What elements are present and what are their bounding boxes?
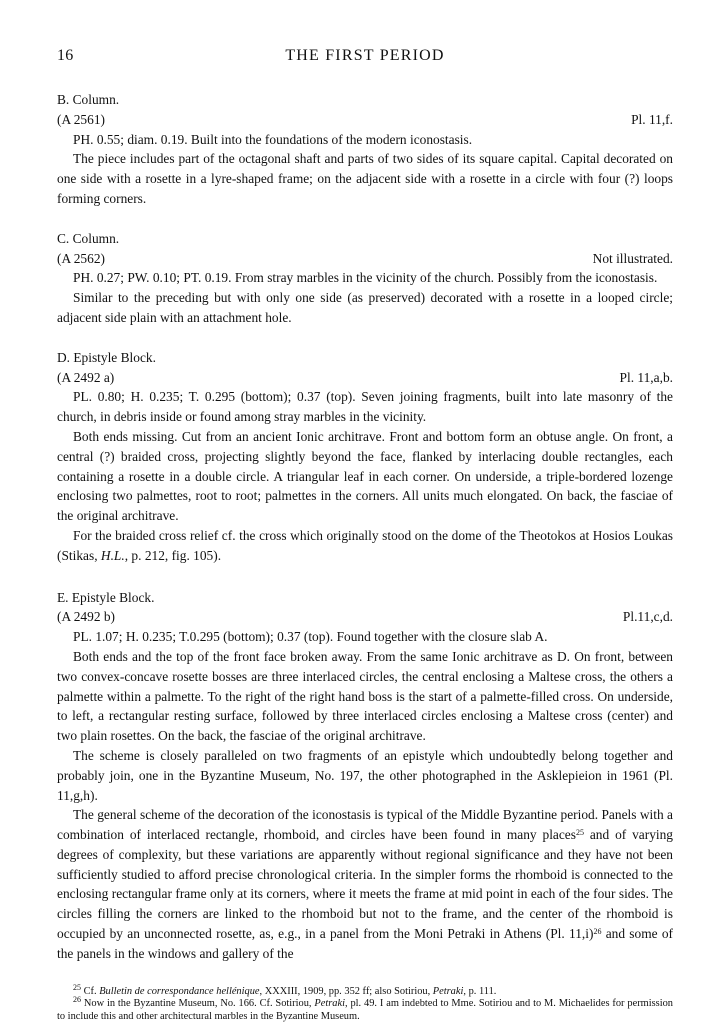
catalog-entry-e [57,588,673,806]
catalog-entry-c [57,229,673,328]
running-header [57,46,673,68]
entry-id-line [57,368,673,388]
entry-id-line [57,110,673,130]
entry-title: C. Column. [57,230,120,246]
plate-reference: Pl. 11,a,b. [619,369,673,385]
entry-dimensions: PH. 0.27; PW. 0.10; PT. 0.19. From stray marbles in the vicinity of the church. Possibly from the iconostasis. [73,270,658,286]
footnotes [57,982,673,1024]
entry-title: E. Epistyle Block. [57,589,155,605]
plate-reference: Not illustrated. [592,250,673,266]
inventory-number: (A 2492 a) [57,369,115,385]
plate-reference: Pl. 11,f. [631,111,673,127]
page-number: 16 [57,47,74,64]
discussion-paragraph: The general scheme of the decoration of the iconostasis is typical of the Middle Byzantine period. Panels with a combination of interlaced rectangle, rhomboid, and circles have been found in many places$^{25}$ and of varying degrees of complexity, but these variations are apparently without regional significance and they have not been sufficiently studied to afford precise chronological criteria. In the simpler forms the rhomboid is connected to the enclosing rectangular frame only at its corners, where it meets the frame at mid point in each of the four sides. The circles filling the corners are linked to the rhomboid but not to the frame, and the center of the rhomboid is occupied by an unconnected rosette, as, e.g., in a panel from the Moni Petraki in Athens (Pl. 11,i)$^{26}$ and some of the panels in the windows and gallery of the [57,807,674,961]
entry-comparison: For the braided cross relief cf. the cross which originally stood on the dome of the Theotokos at Hosios Loukas (Stikas, H.L., p. 212, fig. 105). [57,527,673,563]
entry-id-line [57,249,673,269]
entry-dimensions: PL. 1.07; H. 0.235; T.0.295 (bottom); 0.37 (top). Found together with the closure slab A. [73,629,548,645]
entry-description: Similar to the preceding but with only one side (as preserved) decorated with a rosette in a looped circle; adjacent side plain with an attachment hole. [57,290,673,325]
running-title: THE FIRST PERIOD [285,47,445,64]
entry-dimensions: PH. 0.55; diam. 0.19. Built into the foundations of the modern iconostasis. [73,131,473,147]
entry-dimensions: PL. 0.80; H. 0.235; T. 0.295 (bottom); 0.37 (top). Seven joining fragments, built into late masonry of the church, in debris inside or found among stray marbles in the vicinity. [57,389,673,425]
footnote-ref-25[interactable]: 25 [575,828,584,838]
entry-comparison: The scheme is closely paralleled on two fragments of an epistyle which undoubtedly belong together and probably join, one in the Byzantine Museum, No. 197, the other photographed in the Asklepieion in 1961 (Pl. 11,g,h). [57,747,673,803]
entry-title: D. Epistyle Block. [57,349,156,365]
catalog-entry-d [57,348,673,566]
footnote-ref-26[interactable]: 26 [593,927,602,937]
inventory-number: (A 2562) [57,250,105,266]
entry-id-line [57,607,673,627]
inventory-number: (A 2492 b) [57,609,116,625]
entry-title: B. Column. [57,92,120,107]
entry-description: The piece includes part of the octagonal shaft and parts of two sides of its square capital. Capital decorated on one side with a rosette in a lyre-shaped frame; on the adjacent side with a rosette in a circle with four (?) loops forming corners. [57,151,673,206]
plate-reference: Pl.11,c,d. [622,609,673,625]
catalog-entry-b [57,90,673,209]
entry-description: Both ends missing. Cut from an ancient Ionic architrave. Front and bottom form an obtuse angle. On front, a central (?) braided cross, projecting slightly beyond the face, flanked by interlacing double rectangles, each containing a rosette in a double circle. A triangular leaf in each corner. On underside, a triple-bordered lozenge enclosing two palmettes, root to root; palmettes in the corners. All units much elongated. On back, the fasciae of the original architrave. [57,428,673,524]
inventory-number: (A 2561) [57,111,105,127]
footnote-26: $^{26}$ Now in the Byzantine Museum, No. 166. Cf. Sotiriou, Petraki, pl. 49. I am indebted to Mme. Sotiriou and to M. Michaelides for permission to include this and other architectural marbles in the Byzantine Museum. [57,995,673,1023]
footnote-25: $^{25}$ Cf. Bulletin de correspondance hellénique, XXXIII, 1909, pp. 352 ff; also Sotiriou, Petraki, p. 111. [73,982,497,997]
entry-description: Both ends and the top of the front face broken away. From the same Ionic architrave as D. On front, between two convex-concave rosette bosses are three interlaced circles, the central enclosing a Maltese cross, the others a palmette within a palmette. To the right of the right hand boss is the start of a palmette-filled cross. On underside, to left, a rectangular resting surface, followed by three interlaced circles enclosing a Maltese cross (center) and two plain rosettes. On the back, the fasciae of the original architrave. [57,648,673,744]
